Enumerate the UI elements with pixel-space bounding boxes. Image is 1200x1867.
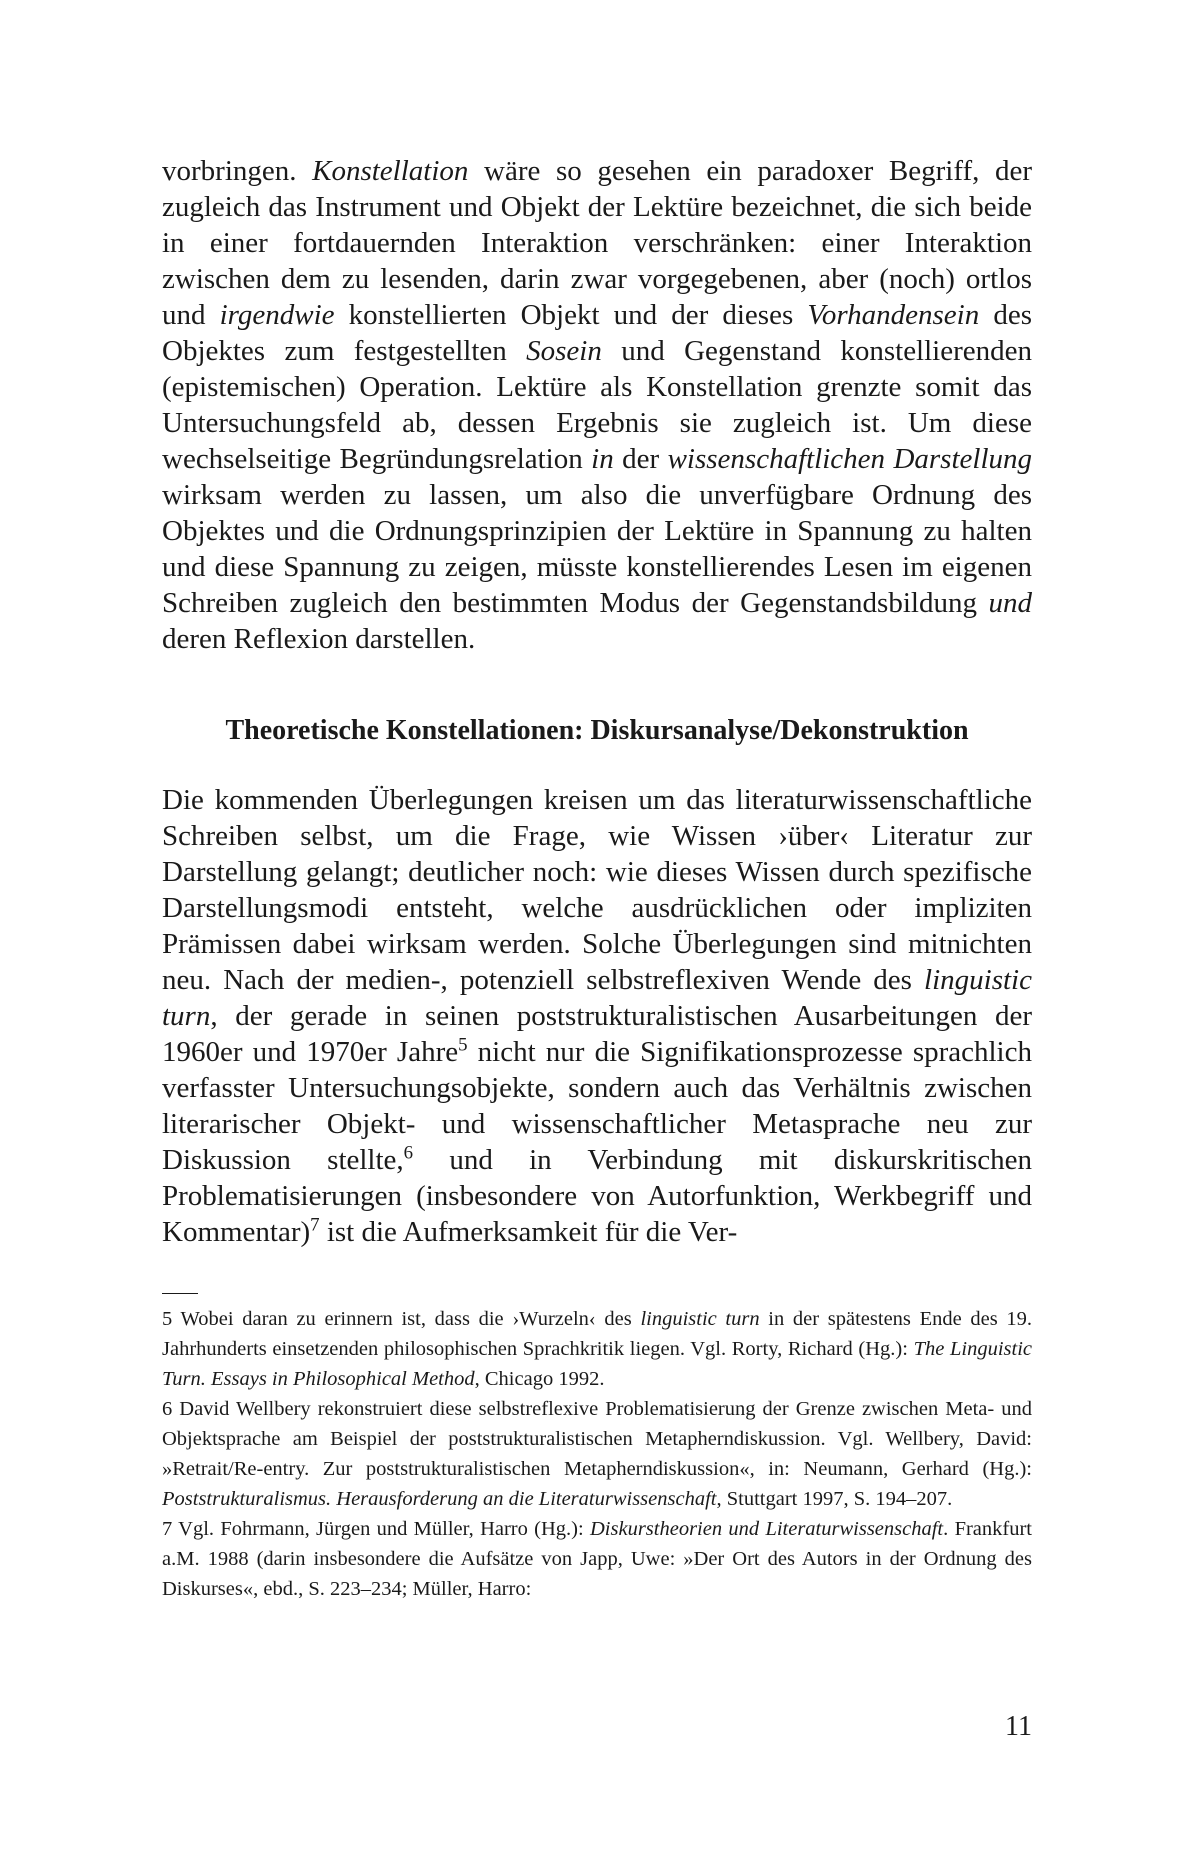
- footnote-5: [162, 1304, 1032, 1394]
- text-run: konstellierten Objekt und der dieses: [334, 299, 808, 331]
- text-run: 5 Wobei daran zu erinnern ist, dass die ›Wurzeln‹ des: [162, 1308, 641, 1330]
- paragraph: [162, 153, 1032, 657]
- text-run: deren Reflexion darstellen.: [162, 623, 476, 655]
- text-run: ist die Aufmerksamkeit für die Ver-: [319, 1216, 738, 1248]
- text-run: . Frankfurt a.M. 1988 (darin insbesondere die Aufsätze von Japp, Uwe: »Der Ort des Autors in der Ordnung des Diskurses«, ebd., S. 223–234; Müller, Harro:: [162, 1518, 1032, 1600]
- italic-term: irgendwie: [219, 299, 335, 331]
- footnote-6: [162, 1394, 1032, 1514]
- footnote-7: [162, 1514, 1032, 1604]
- section-heading: Theoretische Konstellationen: Diskursanalyse/Dekonstruktion: [225, 715, 969, 746]
- text-run: , Stuttgart 1997, S. 194–207.: [716, 1488, 953, 1510]
- text-run: und Gegenstand konstellierenden (epistemischen) Operation. Lektüre als Konstellation grenzte somit das Untersuchungsfeld ab, dessen Ergebnis sie zugleich ist. Um diese wechselseitige Begründungsrelation: [162, 335, 1033, 475]
- italic-term: und: [988, 587, 1032, 619]
- italic-term: Konstellation: [312, 155, 469, 187]
- footnote-ref: 7: [310, 1214, 320, 1236]
- page-number: 11: [1005, 1711, 1032, 1742]
- text-run: des Objektes zum festgestellten: [162, 299, 1032, 367]
- text-run: wäre so gesehen ein paradoxer Begriff, der zugleich das Instrument und Objekt der Lektüre bezeichnet, die sich beide in einer fortdauernden Interaktion verschränken: einer Interaktion zwischen dem zu lesenden, darin zwar vorgegebenen, aber (noch) ortlos und: [162, 155, 1033, 331]
- paragraph: [162, 782, 1032, 1250]
- text-run: in der spätestens Ende des 19. Jahrhunderts einsetzenden philosophischen Sprachkritik liegen. Vgl. Rorty, Richard (Hg.):: [162, 1308, 1033, 1360]
- text-run: , Chicago 1992.: [474, 1368, 605, 1390]
- text-run: 7 Vgl. Fohrmann, Jürgen und Müller, Harro (Hg.):: [162, 1518, 590, 1540]
- text-run: und in Verbindung mit diskurskritischen Problematisierungen (insbesondere von Autorfunktion, Werkbegriff und Kommentar): [162, 1144, 1032, 1248]
- text-run: 6 David Wellbery rekonstruiert diese selbstreflexive Problematisierung der Grenze zwischen Meta- und Objektsprache am Beispiel der poststrukturalistischen Metapherndiskussion. Vgl. Wellbery, David: »Retrait/Re-entry. Zur poststrukturalistischen Metapherndiskussion«, in: Neumann, Gerhard (Hg.):: [162, 1398, 1032, 1480]
- text-run: Die kommenden Überlegungen kreisen um das literaturwissenschaftliche Schreiben selbst, um die Frage, wie Wissen ›über‹ Literatur zur Darstellung gelangt; deutlicher noch: wie dieses Wissen durch spezifische Darstellungsmodi entsteht, welche ausdrücklichen oder impliziten Prämissen dabei wirksam werden. Solche Überlegungen sind mitnichten neu. Nach der medien-, potenziell selbstreflexiven Wende des: [162, 784, 1032, 996]
- footnote-ref: 5: [458, 1034, 468, 1056]
- italic-term: linguistic turn: [640, 1308, 760, 1330]
- italic-term: Vorhandensein: [807, 299, 980, 331]
- text-run: der: [613, 443, 668, 475]
- italic-term: in: [591, 443, 614, 475]
- italic-term: The Linguistic Turn. Essays in Philosophical Method: [162, 1338, 1032, 1390]
- text-run: wirksam werden zu lassen, um also die unverfügbare Ordnung des Objektes und die Ordnungsprinzipien der Lektüre in Spannung zu halten und diese Spannung zu zeigen, müsste konstellierendes Lesen im eigenen Schreiben zugleich den bestimmten Modus der Gegenstandsbildung: [162, 479, 1032, 619]
- text-run: , der gerade in seinen poststrukturalistischen Ausarbeitungen der 1960er und 1970er Jahre: [162, 1000, 1032, 1068]
- italic-term: wissenschaftlichen Darstellung: [667, 443, 1032, 475]
- body-section-2: [162, 782, 1032, 1250]
- text-run: nicht nur die Signifikationsprozesse sprachlich verfasster Untersuchungsobjekte, sondern auch das Verhältnis zwischen literarischer Objekt- und wissenschaftlicher Metasprache neu zur Diskussion stellte,: [162, 1036, 1032, 1176]
- text-run: vorbringen.: [162, 155, 313, 187]
- footnote-ref: 6: [403, 1142, 414, 1164]
- italic-term: Diskurstheorien und Literaturwissenschaft: [590, 1518, 944, 1540]
- italic-term: linguistic turn: [162, 964, 1032, 1032]
- footnote-separator: [162, 1293, 198, 1294]
- body-section-1: [162, 153, 1032, 657]
- italic-term: Sosein: [526, 335, 602, 367]
- footnotes: [162, 1304, 1032, 1604]
- italic-term: Poststrukturalismus. Herausforderung an die Literaturwissenschaft: [162, 1488, 717, 1510]
